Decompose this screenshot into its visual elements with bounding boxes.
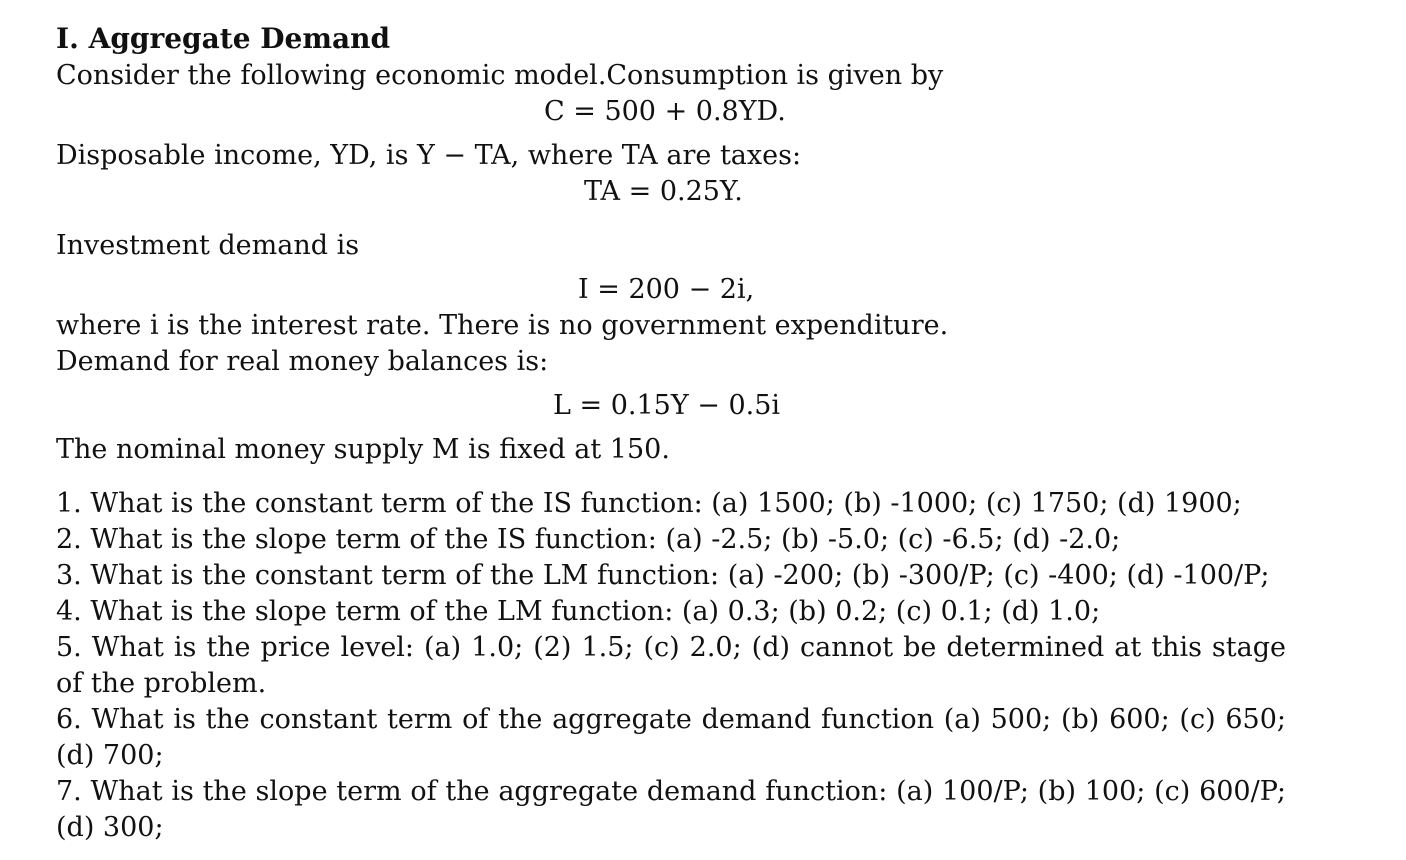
intro-text: Consider the following economic model.Consumption is given by xyxy=(56,60,944,91)
question-1: 1. What is the constant term of the IS function: (a) 1500; (b) -1000; (c) 1750; (d) 1900; xyxy=(56,488,1242,519)
taxes-equation: TA = 0.25Y. xyxy=(584,176,743,207)
section-title: I. Aggregate Demand xyxy=(56,22,391,55)
investment-equation: I = 200 − 2i, xyxy=(578,274,755,305)
investment-text: Investment demand is xyxy=(56,230,360,261)
question-6: 6. What is the constant term of the aggregate demand function (a) 500; (b) 600; (c) 650; (d) 700; xyxy=(56,704,1286,771)
question-5: 5. What is the price level: (a) 1.0; (2) 1.5; (c) 2.0; (d) cannot be determined at this stage of the problem. xyxy=(56,632,1286,699)
question-3: 3. What is the constant term of the LM function: (a) -200; (b) -300/P; (c) -400; (d) -100/P; xyxy=(56,560,1270,591)
question-list xyxy=(56,486,1336,846)
document-page xyxy=(56,20,1336,846)
question-7: 7. What is the slope term of the aggregate demand function: (a) 100/P; (b) 100; (c) 600/P; (d) 300; xyxy=(56,776,1286,843)
consumption-equation: C = 500 + 0.8YD. xyxy=(544,96,786,127)
money-demand-text: Demand for real money balances is: xyxy=(56,346,549,377)
money-supply-text: The nominal money supply M is fixed at 150. xyxy=(56,434,670,465)
disposable-income-text: Disposable income, YD, is Y − TA, where TA are taxes: xyxy=(56,140,802,171)
money-demand-equation: L = 0.15Y − 0.5i xyxy=(553,390,781,421)
question-4: 4. What is the slope term of the LM function: (a) 0.3; (b) 0.2; (c) 0.1; (d) 1.0; xyxy=(56,596,1101,627)
question-2: 2. What is the slope term of the IS function: (a) -2.5; (b) -5.0; (c) -6.5; (d) -2.0; xyxy=(56,524,1121,555)
interest-rate-text: where i is the interest rate. There is no government expenditure. xyxy=(56,310,949,341)
